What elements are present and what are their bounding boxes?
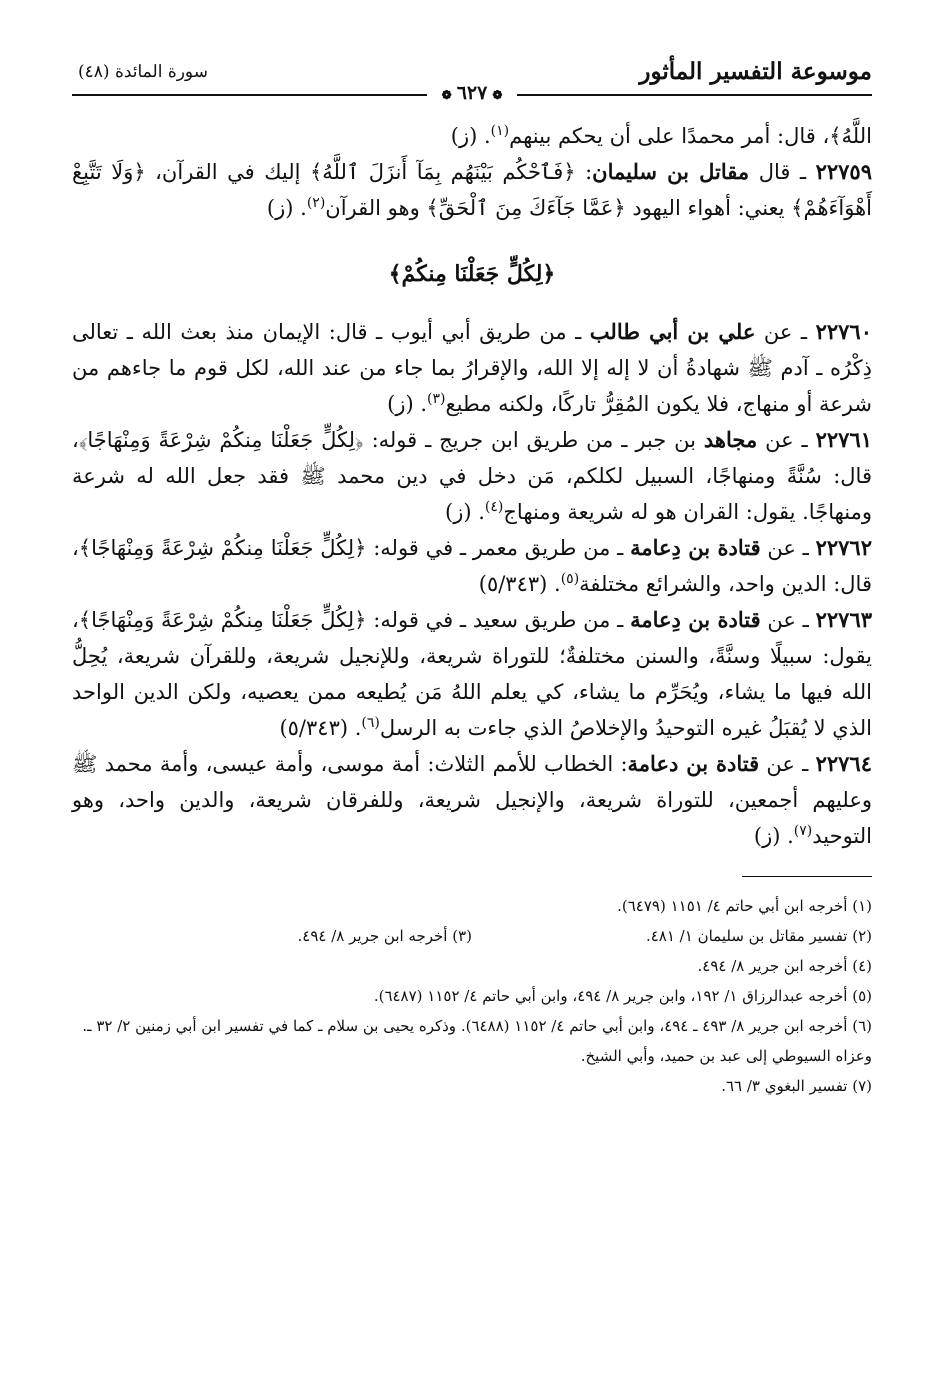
entry-tail: . (ز) [387, 392, 428, 416]
entry-number: ٢٢٧٦٤ [815, 751, 872, 776]
entry-22759 [72, 154, 872, 226]
entry-number: ٢٢٧٦١ [815, 427, 873, 452]
entry-text: ـ من طريق سعيد ـ في قوله: ﴿لِكُلٍّ جَعَلْنَا مِنكُمْ شِرْعَةً وَمِنْهَاجًا﴾، يقول: سبيلًا وسنَّةً، والسنن مختلفةٌ؛ للتوراة شريعة، وللإنجيل شريعة، وللقرآن شريعة، يُحِلُّ الله فيها ما يشاء، ويُحَرِّم ما يشاء، كي يعلم اللهُ مَن يُطيعه ممن يعصيه، ولكن الدين الواحد الذي لا يُقبَلُ غيره التوحيدُ والإخلاصُ الذي جاءت به الرسل [72, 608, 872, 740]
entry-lead: ـ عن [755, 320, 816, 344]
entry-source: علي بن أبي طالب [589, 319, 756, 344]
entry-lead: ـ قال [749, 160, 816, 184]
page-number-box [427, 82, 518, 104]
entry-tail: . (٥/٣٤٣) [478, 572, 561, 596]
entry-number: ٢٢٧٦٢ [815, 535, 872, 560]
entry-tail: . (ز) [753, 824, 794, 848]
footnote-1: (١) أخرجه ابن أبي حاتم ٤/ ١١٥١ (٦٤٧٩). [617, 897, 872, 915]
book-title: موسوعة التفسير المأثور [639, 58, 872, 85]
ornament-icon: ❁ [492, 88, 503, 102]
entry-tail: . (ز) [266, 196, 307, 220]
footnote-2: (٢) تفسير مقاتل بن سليمان ١/ ٤٨١. [645, 927, 872, 945]
surah-label: سورة المائدة (٤٨) [78, 62, 208, 82]
intro-tail: . (ز) [450, 124, 491, 148]
entry-22764 [72, 746, 872, 854]
footnote-6: (٦) أخرجه ابن جرير ٨/ ٤٩٣ ـ ٤٩٤، وابن أبي حاتم ٤/ ١١٥٢ (٦٤٨٨). وذكره يحيى بن سلام ـ كما في تفسير ابن أبي زمنين ٢/ ٣٢ ـ. وعزاه السيوطي إلى عبد بن حميد، وأبي الشيخ. [82, 1017, 872, 1065]
footnote-separator [742, 876, 872, 877]
entry-22761 [72, 422, 872, 530]
footnote-5: (٥) أخرجه عبدالرزاق ١/ ١٩٢، وابن جرير ٨/ ٤٩٤، وابن أبي حاتم ٤/ ١١٥٢ (٦٤٨٧). [373, 987, 872, 1005]
entry-source: مجاهد [703, 427, 758, 452]
entry-text: : ﴿فَٱحْكُم بَيْنَهُم بِمَآ أَنزَلَ ٱللَّهُ﴾ إليك في القرآن، ﴿وَلَا تَتَّبِعْ أَهْوَآءَهُمْ﴾ يعني: أهواء اليهود ﴿عَمَّا جَآءَكَ مِنَ ٱلْحَقِّ﴾ وهو القرآن [72, 160, 872, 220]
section-heading: ﴿لِكُلٍّ جَعَلْنَا مِنكُمْ﴾ [388, 261, 556, 287]
entry-lead: ـ عن [759, 752, 816, 776]
entry-22762 [72, 530, 872, 602]
entry-number: ٢٢٧٥٩ [815, 159, 872, 184]
entry-source: قتادة بن دِعامة [630, 535, 761, 560]
footnote-ref: (٢) [306, 195, 326, 211]
entry-source: قتادة بن دعامة [627, 751, 760, 776]
page-number: ٦٢٧ [456, 82, 488, 104]
entry-source: قتادة بن دِعامة [630, 607, 761, 632]
entry-lead: ـ عن [757, 428, 816, 452]
footnote-3: (٣) أخرجه ابن جرير ٨/ ٤٩٤. [297, 927, 472, 945]
entry-number: ٢٢٧٦٠ [815, 319, 872, 344]
entry-tail: . (٥/٣٤٣) [279, 716, 362, 740]
footnote-4: (٤) أخرجه ابن جرير ٨/ ٤٩٤. [697, 957, 872, 975]
footnote-ref: (٦) [361, 715, 380, 731]
intro-text: اللَّهُ﴾، قال: أمر محمدًا على أن يحكم بينهم [509, 124, 872, 148]
page [72, 50, 872, 1101]
intro-paragraph [72, 118, 872, 154]
entry-text: : الخطاب للأمم الثلاث: أمة موسى، وأمة عيسى، وأمة محمد ﷺ وعليهم أجمعين، للتوراة شريعة، والإنجيل شريعة، وللفرقان شريعة، والدين واحد، وهو التوحيد [72, 752, 872, 848]
footnote-ref: (١) [490, 123, 510, 139]
footnote-7: (٧) تفسير البغوي ٣/ ٦٦. [721, 1077, 872, 1095]
entry-text: بن جبر ـ من طريق ابن جريج ـ قوله: ﴿لِكُلٍّ جَعَلْنَا مِنكُمْ شِرْعَةً وَمِنْهَاجًا﴾، قال: سُنَّةً ومنهاجًا، السبيل لكلكم، مَن دخل في دين محمد ﷺ فقد جعل الله له شرعة ومنهاجًا. يقول: القران هو له شريعة ومنهاج [72, 428, 872, 524]
entry-22763 [72, 602, 872, 746]
main-text [72, 118, 872, 854]
entry-text: ـ من طريق معمر ـ في قوله: ﴿لِكُلٍّ جَعَلْنَا مِنكُمْ شِرْعَةً وَمِنْهَاجًا﴾، قال: الدين واحد، والشرائع مختلفة [72, 536, 872, 596]
footnotes [72, 891, 872, 1101]
footnote-ref: (٥) [560, 571, 580, 587]
footnote-row [72, 921, 872, 951]
page-header [72, 50, 872, 106]
entry-22760 [72, 314, 872, 422]
entry-tail: . (ز) [445, 500, 485, 524]
entry-number: ٢٢٧٦٣ [815, 607, 873, 632]
ornament-icon: ❁ [441, 88, 452, 102]
footnote-ref: (٣) [427, 391, 446, 407]
entry-source: مقاتل بن سليمان [592, 159, 750, 184]
footnote-ref: (٧) [793, 823, 813, 839]
entry-text: ـ من طريق أبي أيوب ـ قال: الإيمان منذ بعث الله ـ تعالى ذِكْرُه ـ آدم ﷺ شهادةُ أن لا إله إلا الله، والإقرارُ بما جاء من عند الله، لكل قوم ما جاءهم من شرعة أو منهاج، فلا يكون المُقِرُّ تاركًا، ولكنه مطيع [72, 320, 872, 416]
entry-lead: ـ عن [760, 536, 816, 560]
entry-lead: ـ عن [760, 608, 816, 632]
footnote-ref: (٤) [484, 499, 504, 515]
